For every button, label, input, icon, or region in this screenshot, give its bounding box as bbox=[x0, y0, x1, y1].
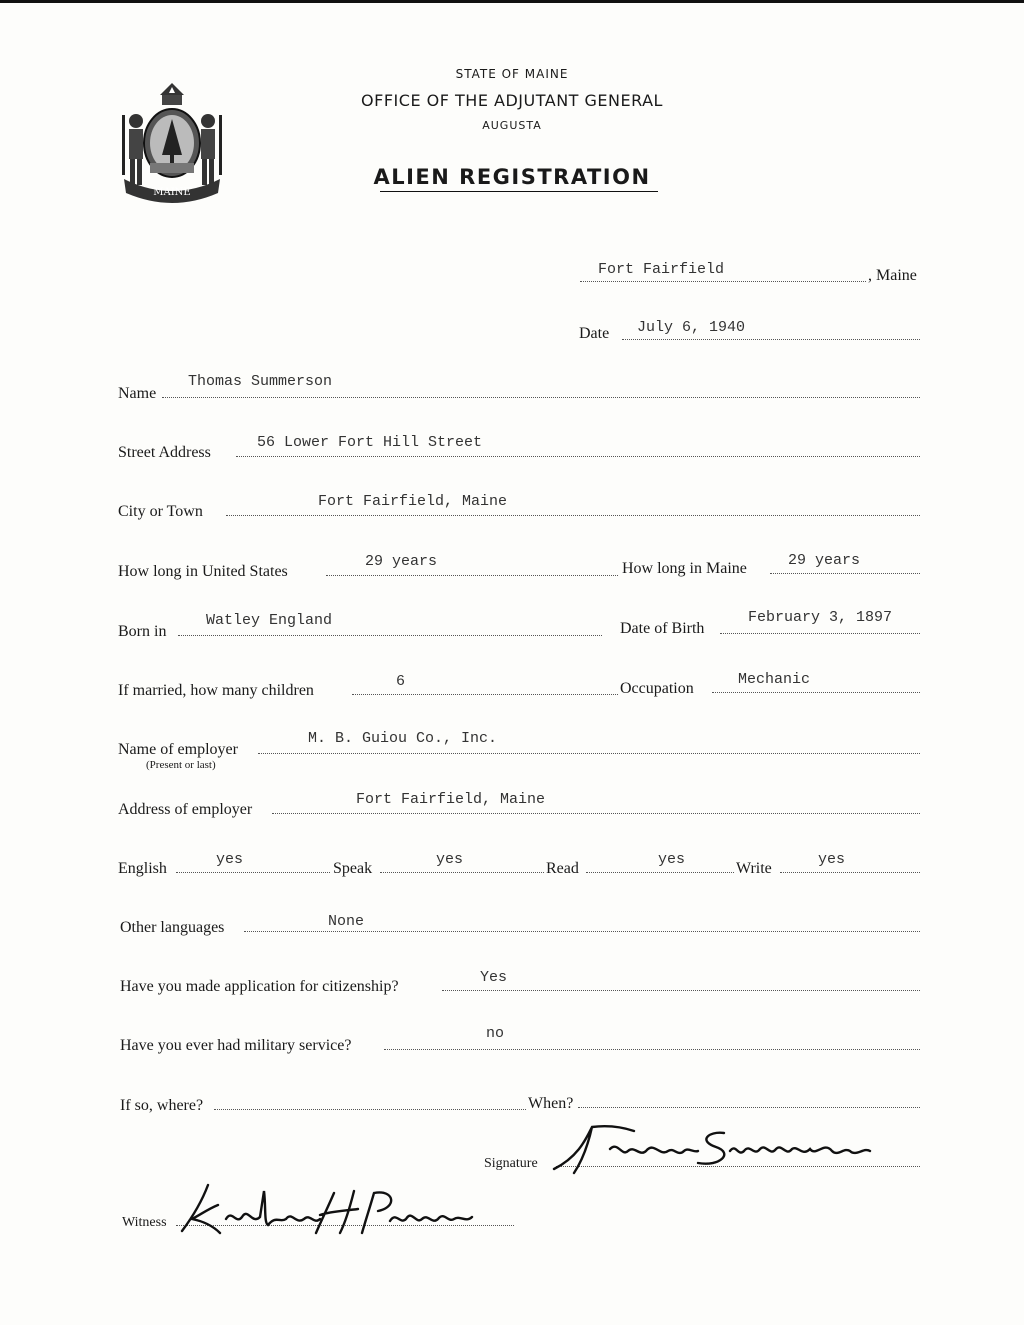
dob-value: February 3, 1897 bbox=[748, 609, 893, 626]
other-languages-label: Other languages bbox=[120, 919, 225, 936]
write-label: Write bbox=[736, 860, 772, 877]
read-label: Read bbox=[546, 860, 579, 877]
occupation-label: Occupation bbox=[620, 680, 694, 697]
name-label: Name bbox=[118, 385, 157, 402]
place-suffix: , Maine bbox=[868, 267, 917, 284]
name-value: Thomas Summerson bbox=[188, 373, 333, 390]
state-heading: STATE OF MAINE bbox=[455, 67, 569, 81]
us-years-value: 29 years bbox=[365, 553, 438, 570]
maine-years-label: How long in Maine bbox=[622, 560, 747, 577]
employer-address-value: Fort Fairfield, Maine bbox=[356, 791, 546, 808]
speak-value: yes bbox=[436, 851, 464, 868]
maine-years-value: 29 years bbox=[788, 552, 861, 569]
english-label: English bbox=[118, 860, 167, 877]
read-value: yes bbox=[658, 851, 686, 868]
dob-label: Date of Birth bbox=[620, 620, 705, 637]
street-value: 56 Lower Fort Hill Street bbox=[257, 434, 483, 451]
employer-label: Name of employer bbox=[118, 741, 238, 758]
born-label: Born in bbox=[118, 623, 167, 640]
place-value: Fort Fairfield bbox=[598, 261, 725, 278]
date-value: July 6, 1940 bbox=[637, 319, 746, 336]
applicant-signature bbox=[548, 1117, 888, 1179]
military-value: no bbox=[486, 1025, 505, 1042]
employer-address-label: Address of employer bbox=[118, 801, 253, 818]
children-label: If married, how many children bbox=[118, 682, 314, 699]
office-heading: OFFICE OF THE ADJUTANT GENERAL bbox=[361, 91, 663, 110]
signature-label: Signature bbox=[484, 1156, 538, 1171]
svg-text:MAINE: MAINE bbox=[153, 187, 191, 198]
city-value: Fort Fairfield, Maine bbox=[318, 493, 508, 510]
title-underline bbox=[380, 191, 658, 192]
city-heading: AUGUSTA bbox=[482, 119, 542, 132]
children-value: 6 bbox=[396, 673, 406, 690]
born-value: Watley England bbox=[206, 612, 333, 629]
street-label: Street Address bbox=[118, 444, 211, 461]
where-label: If so, where? bbox=[120, 1097, 204, 1114]
occupation-value: Mechanic bbox=[738, 671, 811, 688]
other-languages-value: None bbox=[328, 913, 365, 930]
date-label: Date bbox=[579, 325, 610, 342]
citizenship-value: Yes bbox=[480, 969, 508, 986]
employer-sublabel: (Present or last) bbox=[146, 759, 216, 771]
witness-signature bbox=[168, 1179, 478, 1241]
form-title: ALIEN REGISTRATION bbox=[373, 165, 651, 189]
english-value: yes bbox=[216, 851, 244, 868]
us-years-label: How long in United States bbox=[118, 563, 288, 580]
when-label: When? bbox=[528, 1095, 574, 1112]
citizenship-label: Have you made application for citizenship? bbox=[120, 978, 399, 995]
military-label: Have you ever had military service? bbox=[120, 1037, 352, 1054]
speak-label: Speak bbox=[333, 860, 373, 877]
city-label: City or Town bbox=[118, 503, 203, 520]
write-value: yes bbox=[818, 851, 846, 868]
witness-label: Witness bbox=[122, 1215, 167, 1230]
employer-value: M. B. Guiou Co., Inc. bbox=[308, 730, 498, 747]
